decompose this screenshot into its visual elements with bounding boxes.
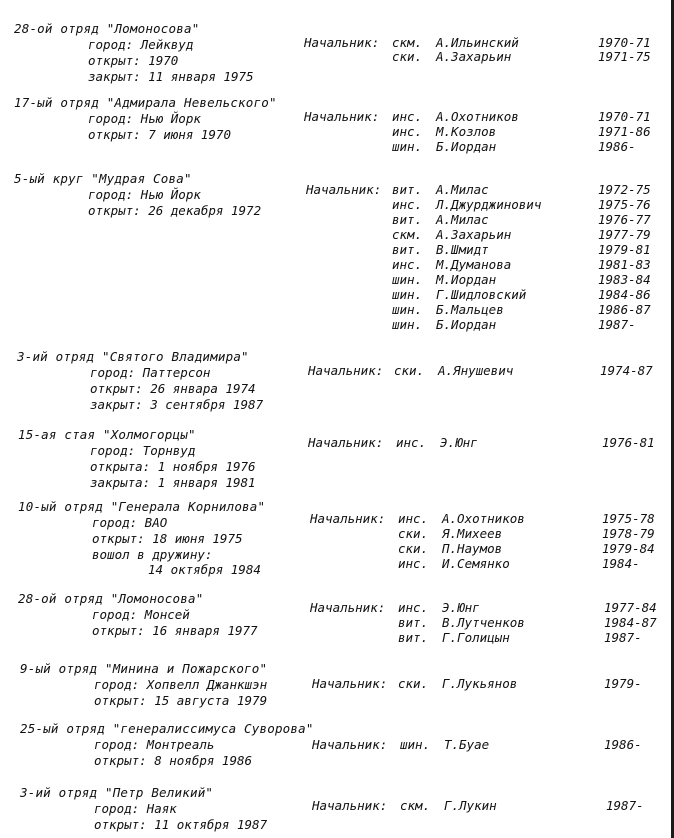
leader-years: 1970-71: [598, 35, 651, 50]
unit-detail: открыт: 11 октября 1987: [94, 817, 268, 832]
leader-years: 1975-78: [602, 511, 655, 526]
leader-name: Г.Лукин: [444, 798, 497, 813]
leader-rank: инс.: [392, 109, 423, 124]
unit-title: 3-ий отряд "Петр Великий": [20, 785, 214, 800]
leader-name: М.Козлов: [436, 124, 497, 139]
unit-title: 28-ой отряд "Ломоносова": [14, 21, 200, 36]
chief-label: Начальник:: [304, 35, 380, 50]
leader-name: П.Наумов: [442, 541, 503, 556]
leader-rank: вит.: [398, 615, 429, 630]
chief-label: Начальник:: [310, 600, 386, 615]
leader-rank: шин.: [392, 302, 423, 317]
unit-detail: вошол в дружину:: [92, 547, 213, 562]
unit-detail: открыт: 15 августа 1979: [94, 693, 268, 708]
leader-rank: шин.: [400, 737, 431, 752]
leader-rank: ски.: [394, 363, 425, 378]
unit-detail: открыт: 7 июня 1970: [88, 127, 231, 142]
leader-rank: ски.: [398, 526, 429, 541]
leader-name: Б.Иордан: [436, 139, 497, 154]
leader-rank: шин.: [392, 272, 423, 287]
leader-name: Я.Михеев: [442, 526, 503, 541]
unit-title: 3-ий отряд "Святого Владимира": [17, 349, 249, 364]
leader-name: А.Захарьин: [436, 227, 512, 242]
unit-title: 17-ый отряд "Адмирала Невельского": [14, 95, 277, 110]
leader-years: 1977-84: [604, 600, 657, 615]
leader-rank: инс.: [396, 435, 427, 450]
leader-rank: вит.: [392, 182, 423, 197]
leader-rank: ски.: [398, 541, 429, 556]
leader-years: 1986-87: [598, 302, 651, 317]
leader-years: 1977-79: [598, 227, 651, 242]
leader-rank: вит.: [398, 630, 429, 645]
leader-rank: инс.: [392, 197, 423, 212]
leader-rank: шин.: [392, 317, 423, 332]
unit-detail: открыта: 1 ноября 1976: [90, 459, 256, 474]
leader-name: Б.Мальцев: [436, 302, 504, 317]
chief-label: Начальник:: [308, 435, 384, 450]
chief-label: Начальник:: [304, 109, 380, 124]
leader-rank: инс.: [398, 600, 429, 615]
leader-rank: скм.: [392, 227, 423, 242]
unit-detail: закрыт: 11 января 1975: [88, 69, 254, 84]
leader-name: Л.Джурджинович: [436, 197, 542, 212]
leader-years: 1979-: [604, 676, 642, 691]
leader-name: А.Янушевич: [438, 363, 514, 378]
unit-detail: город: Наяк: [94, 801, 177, 816]
leader-rank: ски.: [392, 49, 423, 64]
leader-years: 1986-: [604, 737, 642, 752]
unit-detail: открыт: 1970: [88, 53, 179, 68]
unit-detail: город: Торнвуд: [90, 443, 196, 458]
leader-name: А.Ильинский: [436, 35, 519, 50]
leader-years: 1987-: [598, 317, 636, 332]
unit-detail: город: Паттерсон: [90, 365, 211, 380]
leader-years: 1974-87: [600, 363, 653, 378]
leader-years: 1971-75: [598, 49, 651, 64]
leader-years: 1981-83: [598, 257, 651, 272]
unit-detail: 14 октября 1984: [148, 562, 261, 577]
leader-name: Э.Юнг: [442, 600, 480, 615]
unit-detail: город: Хопвелл Джанкшэн: [94, 677, 268, 692]
unit-title: 28-ой отряд "Ломоносова": [18, 591, 204, 606]
chief-label: Начальник:: [312, 798, 388, 813]
leader-name: Т.Буае: [444, 737, 490, 752]
leader-years: 1987-: [606, 798, 644, 813]
leader-years: 1987-: [604, 630, 642, 645]
leader-name: Э.Юнг: [440, 435, 478, 450]
unit-detail: открыт: 26 декабря 1972: [88, 203, 262, 218]
leader-years: 1978-79: [602, 526, 655, 541]
leader-years: 1986-: [598, 139, 636, 154]
leader-rank: скм.: [392, 35, 423, 50]
leader-name: Г.Лукьянов: [442, 676, 518, 691]
leader-name: Г.Голицын: [442, 630, 510, 645]
leader-years: 1984-87: [604, 615, 657, 630]
leader-rank: инс.: [392, 257, 423, 272]
leader-name: Б.Иордан: [436, 317, 497, 332]
leader-name: А.Охотников: [436, 109, 519, 124]
leader-rank: вит.: [392, 242, 423, 257]
chief-label: Начальник:: [306, 182, 382, 197]
leader-years: 1972-75: [598, 182, 651, 197]
leader-name: А.Охотников: [442, 511, 525, 526]
leader-rank: скм.: [400, 798, 431, 813]
leader-years: 1976-77: [598, 212, 651, 227]
leader-years: 1979-81: [598, 242, 651, 257]
leader-name: А.Милас: [436, 212, 489, 227]
unit-detail: город: Лейквуд: [88, 37, 194, 52]
leader-name: М.Думанова: [436, 257, 512, 272]
unit-detail: закрыта: 1 января 1981: [90, 475, 256, 490]
leader-name: Г.Шидловский: [436, 287, 527, 302]
unit-detail: город: Монсей: [92, 607, 190, 622]
leader-name: В.Лутченков: [442, 615, 525, 630]
leader-name: И.Семянко: [442, 556, 510, 571]
leader-rank: инс.: [398, 511, 429, 526]
chief-label: Начальник:: [312, 676, 388, 691]
leader-name: В.Шмидт: [436, 242, 489, 257]
leader-name: М.Иордан: [436, 272, 497, 287]
leader-rank: шин.: [392, 139, 423, 154]
leader-years: 1984-: [602, 556, 640, 571]
leader-rank: вит.: [392, 212, 423, 227]
unit-detail: открыт: 8 ноября 1986: [94, 753, 253, 768]
chief-label: Начальник:: [312, 737, 388, 752]
leader-name: А.Милас: [436, 182, 489, 197]
unit-detail: город: Нью Йорк: [88, 111, 201, 126]
unit-detail: город: Монтреаль: [94, 737, 215, 752]
leader-rank: шин.: [392, 287, 423, 302]
unit-title: 5-ый круг "Мудрая Сова": [14, 171, 192, 186]
leader-years: 1975-76: [598, 197, 651, 212]
unit-title: 25-ый отряд "генералиссимуса Суворова": [20, 721, 314, 736]
unit-detail: открыт: 18 июня 1975: [92, 531, 243, 546]
leader-years: 1976-81: [602, 435, 655, 450]
chief-label: Начальник:: [308, 363, 384, 378]
leader-years: 1984-86: [598, 287, 651, 302]
leader-rank: инс.: [398, 556, 429, 571]
unit-title: 9-ый отряд "Минина и Пожарского": [20, 661, 268, 676]
unit-title: 15-ая стая "Холмогорцы": [18, 427, 196, 442]
leader-years: 1970-71: [598, 109, 651, 124]
unit-detail: город: Нью Йорк: [88, 187, 201, 202]
unit-detail: открыт: 26 январа 1974: [90, 381, 256, 396]
unit-detail: закрыт: 3 сентября 1987: [90, 397, 264, 412]
leader-years: 1983-84: [598, 272, 651, 287]
leader-rank: ски.: [398, 676, 429, 691]
leader-years: 1971-86: [598, 124, 651, 139]
unit-title: 10-ый отряд "Генерала Корнилова": [18, 499, 266, 514]
unit-detail: город: ВАО: [92, 515, 168, 530]
leader-years: 1979-84: [602, 541, 655, 556]
leader-rank: инс.: [392, 124, 423, 139]
leader-name: А.Захарьин: [436, 49, 512, 64]
chief-label: Начальник:: [310, 511, 386, 526]
unit-detail: открыт: 16 января 1977: [92, 623, 258, 638]
